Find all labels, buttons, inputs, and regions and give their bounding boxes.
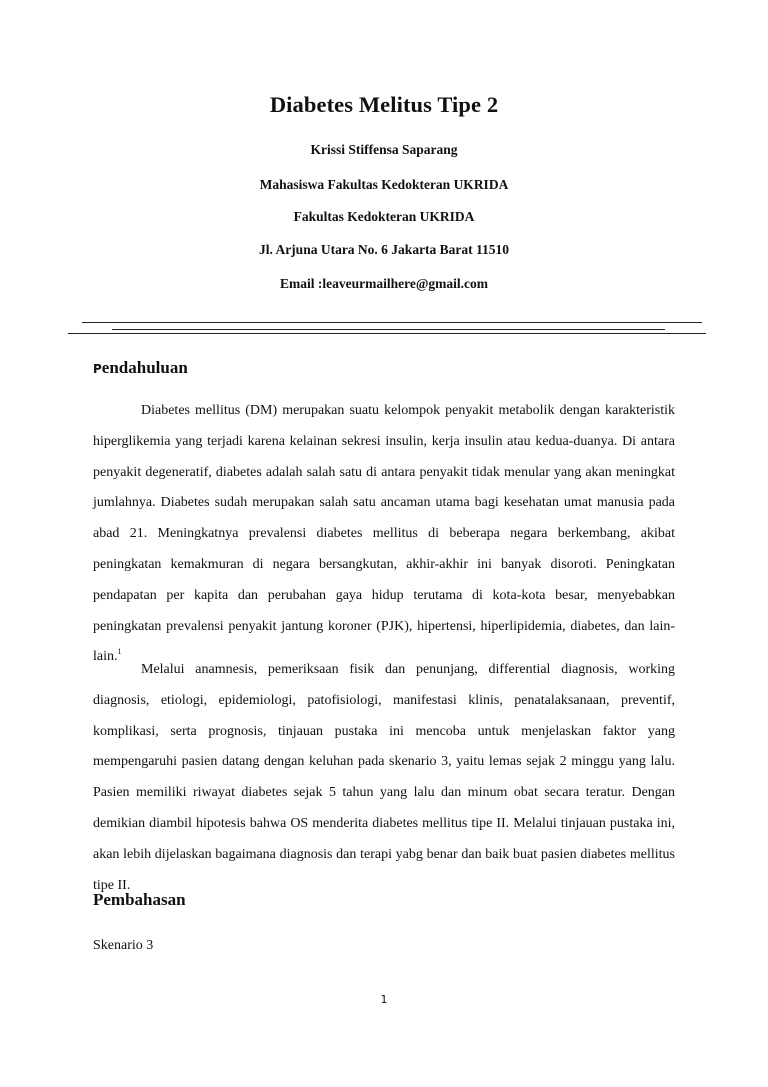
section-heading-pembahasan: Pembahasan: [93, 890, 186, 909]
intro-paragraph-1: [93, 396, 675, 673]
email-line: Email :leaveurmailhere@gmail.com: [279, 276, 488, 291]
subsection-label-skenario: Skenario 3: [93, 938, 154, 953]
document-title: Diabetes Melitus Tipe 2: [269, 92, 499, 117]
header-divider-middle: [112, 329, 665, 330]
page-number: 1: [380, 993, 388, 1006]
section-heading-pendahuluan: [93, 358, 188, 378]
header-divider-top: [82, 322, 702, 323]
heading-initial: P: [93, 362, 102, 376]
intro-paragraph-2-text: Melalui anamnesis, pemeriksaan fisik dan penunjang, differential diagnosis, working diagnosis, etiologi, epidemiologi, patofisiologi, manifestasi klinis, penatalaksanaan, preventif, komplikasi, serta prognosis, tinjauan pustaka ini mencoba untuk menjelaskan faktor yang mempengaruhi pasien datang dengan keluhan pada skenario 3, yaitu lemas sejak 2 minggu yang lalu. Pasien memiliki riwayat diabetes sejak 5 tahun yang lalu dan minum obat secara teratur. Dengan demikian diambil hipotesis bahwa OS menderita diabetes mellitus tipe II. Melalui tinjauan pustaka ini, akan lebih dijelaskan bagaimana diagnosis dan terapi yabg benar dan baik buat pasien diabetes mellitus tipe II.: [93, 662, 675, 893]
intro-paragraph-2: [93, 655, 675, 901]
address-line: Jl. Arjuna Utara No. 6 Jakarta Barat 11510: [258, 242, 510, 257]
header-divider-bottom: [68, 333, 706, 334]
author-affiliation: Mahasiswa Fakultas Kedokteran UKRIDA: [259, 177, 509, 192]
intro-paragraph-1-text: Diabetes mellitus (DM) merupakan suatu kelompok penyakit metabolik dengan karakteristik hiperglikemia yang terjadi karena kelainan sekresi insulin, kerja insulin atau kedua-duanya. Di antara penyakit degeneratif, diabetes adalah salah satu di antara penyakit tidak menular yang akan meningkat jumlahnya. Diabetes sudah merupakan salah satu ancaman utama bagi kesehatan umat manusia pada abad 21. Meningkatnya prevalensi diabetes mellitus di beberapa negara berkembang, akibat peningkatan kemakmuran di negara bersangkutan, akhir-akhir ini banyak disoroti. Peningkatan pendapatan per kapita dan perubahan gaya hidup terutama di kota-kota besar, menyebabkan peningkatan prevalensi penyakit jantung koroner (PJK), hipertensi, hiperlipidemia, diabetes, dan lain-lain.: [93, 403, 675, 665]
reference-marker: 1: [117, 647, 122, 657]
author-name: Krissi Stiffensa Saparang: [310, 142, 458, 157]
heading-rest: endahuluan: [101, 358, 188, 377]
faculty-name: Fakultas Kedokteran UKRIDA: [293, 209, 475, 224]
